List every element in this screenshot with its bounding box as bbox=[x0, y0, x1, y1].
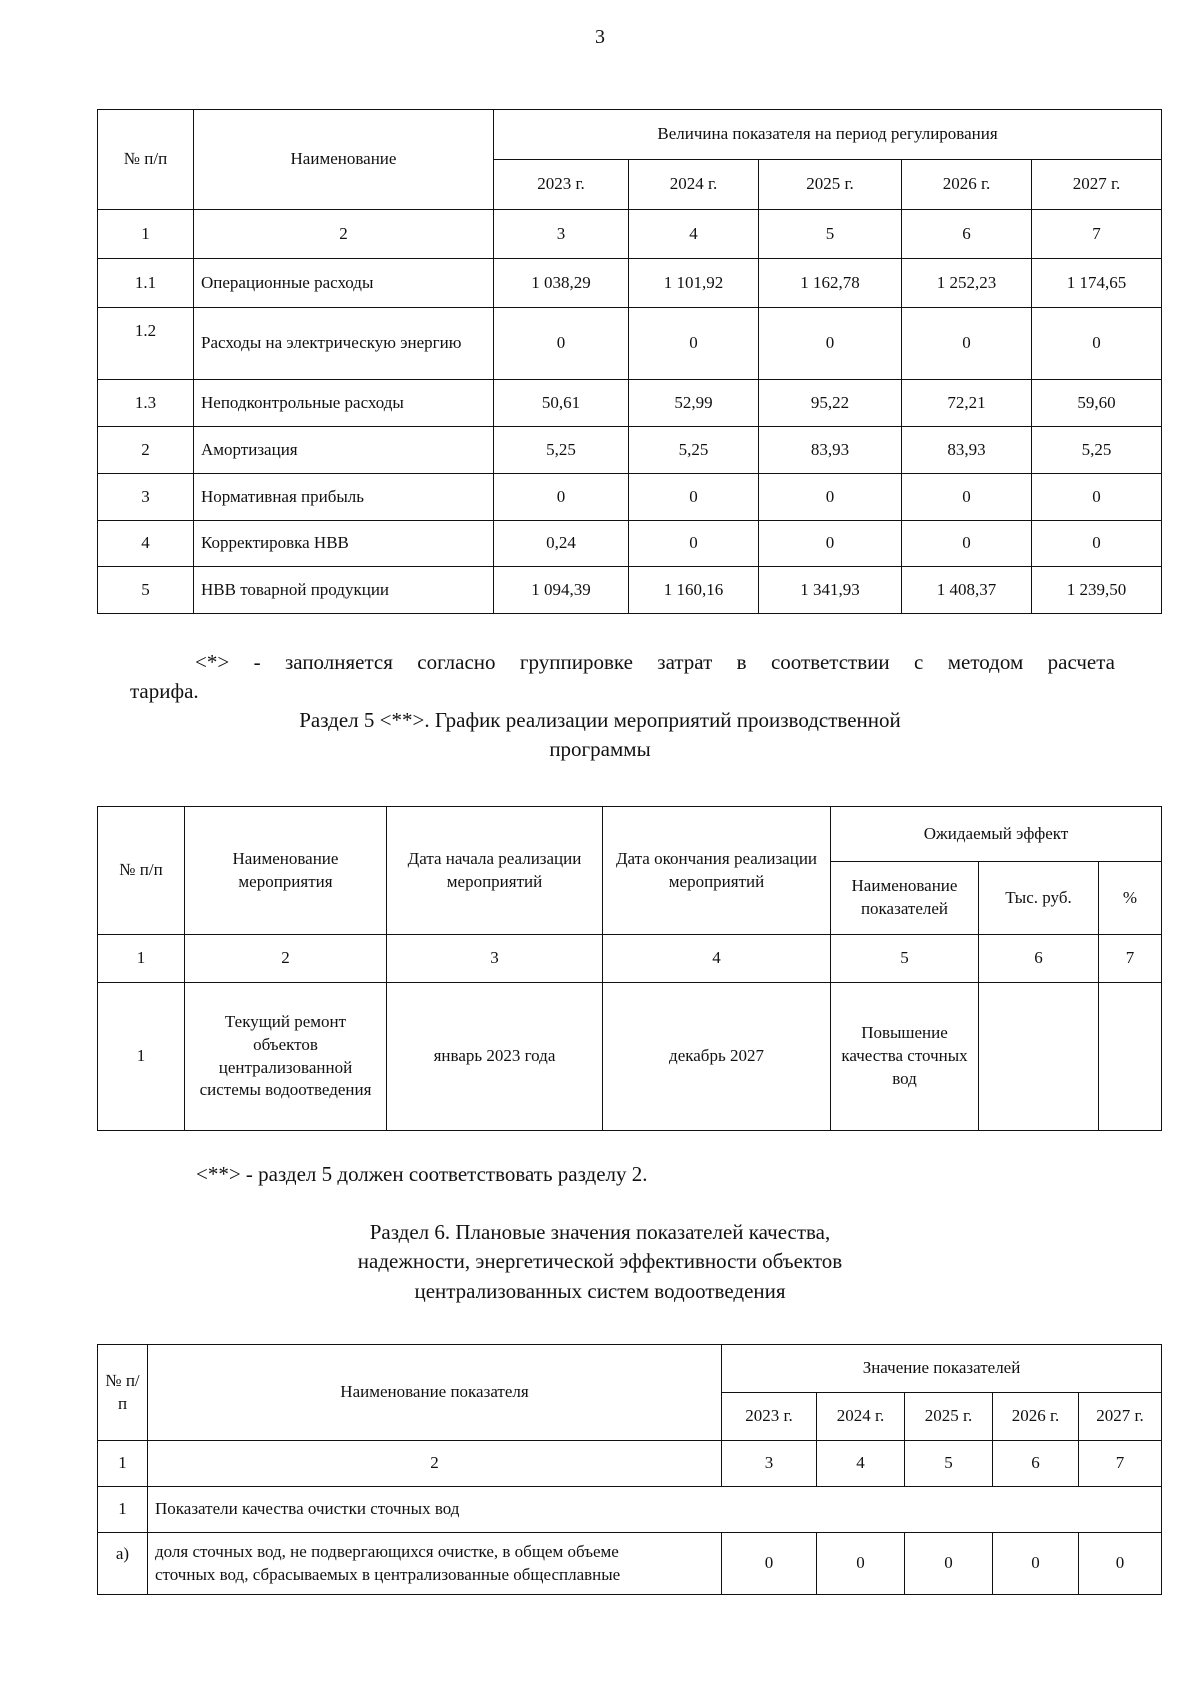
row-value: 5,25 bbox=[494, 427, 629, 474]
table-row bbox=[98, 427, 1162, 474]
col-number: 3 bbox=[387, 935, 603, 983]
row-value: 1 101,92 bbox=[629, 259, 759, 308]
table-row bbox=[98, 308, 1162, 380]
row-name: Амортизация bbox=[194, 427, 494, 474]
row-name-line: сточных вод, сбрасываемых в централизованные общесплавные bbox=[155, 1564, 621, 1584]
row-name: Расходы на электрическую энергию bbox=[194, 308, 494, 380]
row-value: 72,21 bbox=[902, 380, 1032, 427]
col-number: 6 bbox=[902, 210, 1032, 259]
header-percent: % bbox=[1099, 862, 1162, 935]
table-row bbox=[98, 567, 1162, 614]
col-number: 2 bbox=[148, 1441, 722, 1487]
cost-table bbox=[97, 109, 1162, 614]
col-number: 1 bbox=[98, 210, 194, 259]
header-effect: Ожидаемый эффект bbox=[831, 807, 1162, 862]
row-value: 0 bbox=[902, 521, 1032, 567]
row-value: 0 bbox=[993, 1533, 1079, 1595]
row-value: 0 bbox=[759, 308, 902, 380]
row-value: 0 bbox=[902, 474, 1032, 521]
table-row bbox=[98, 521, 1162, 567]
col-number: 4 bbox=[817, 1441, 905, 1487]
row-name: Корректировка НВВ bbox=[194, 521, 494, 567]
row-name: Операционные расходы bbox=[194, 259, 494, 308]
header-num: № п/п bbox=[98, 1345, 148, 1441]
table-row bbox=[98, 983, 1162, 1131]
row-name-line: доля сточных вод, не подвергающихся очистке, в общем объеме bbox=[155, 1541, 619, 1561]
row-value: 1 174,65 bbox=[1032, 259, 1162, 308]
row-num: а) bbox=[98, 1533, 148, 1595]
row-num: 1.1 bbox=[98, 259, 194, 308]
header-name: Наименование показателя bbox=[148, 1345, 722, 1441]
col-number: 1 bbox=[98, 935, 185, 983]
column-number-row bbox=[98, 210, 1162, 259]
row-value: 0 bbox=[902, 308, 1032, 380]
table-row bbox=[98, 259, 1162, 308]
row-value: 5,25 bbox=[1032, 427, 1162, 474]
header-year: 2027 г. bbox=[1079, 1393, 1162, 1441]
row-value: 0 bbox=[817, 1533, 905, 1595]
row-value: 50,61 bbox=[494, 380, 629, 427]
footnote-line: тарифа. bbox=[130, 679, 199, 704]
row-value: 0 bbox=[759, 474, 902, 521]
row-value: 0 bbox=[629, 521, 759, 567]
row-end-date: декабрь 2027 bbox=[603, 983, 831, 1131]
row-value: 83,93 bbox=[759, 427, 902, 474]
col-number: 1 bbox=[98, 1441, 148, 1487]
footnote-section5: <**> - раздел 5 должен соответствовать разделу 2. bbox=[196, 1162, 648, 1186]
row-num: 4 bbox=[98, 521, 194, 567]
table-row bbox=[98, 1533, 1162, 1595]
header-num: № п/п bbox=[98, 110, 194, 210]
row-num: 5 bbox=[98, 567, 194, 614]
table-row bbox=[98, 474, 1162, 521]
row-num: 2 bbox=[98, 427, 194, 474]
group-row bbox=[98, 1487, 1162, 1533]
row-value: 1 239,50 bbox=[1032, 567, 1162, 614]
row-value: 0 bbox=[1032, 308, 1162, 380]
col-number: 7 bbox=[1079, 1441, 1162, 1487]
column-number-row bbox=[98, 935, 1162, 983]
row-num: 1.3 bbox=[98, 380, 194, 427]
row-value: 83,93 bbox=[902, 427, 1032, 474]
row-value: 0 bbox=[1079, 1533, 1162, 1595]
row-value: 95,22 bbox=[759, 380, 902, 427]
row-name: Нормативная прибыль bbox=[194, 474, 494, 521]
row-value: 59,60 bbox=[1032, 380, 1162, 427]
row-value: 0 bbox=[905, 1533, 993, 1595]
row-value: 52,99 bbox=[629, 380, 759, 427]
header-num: № п/п bbox=[98, 807, 185, 935]
row-name: Неподконтрольные расходы bbox=[194, 380, 494, 427]
row-value: 0 bbox=[629, 474, 759, 521]
header-period: Величина показателя на период регулирования bbox=[494, 110, 1162, 160]
header-thousand-rub: Тыс. руб. bbox=[979, 862, 1099, 935]
col-number: 4 bbox=[629, 210, 759, 259]
schedule-table bbox=[97, 806, 1162, 1131]
row-value: 1 094,39 bbox=[494, 567, 629, 614]
header-values: Значение показателей bbox=[722, 1345, 1162, 1393]
row-indicator: Повышение качества сточных вод bbox=[831, 983, 979, 1131]
section5-title-line: Раздел 5 <**>. График реализации мероприятий производственной bbox=[299, 708, 901, 732]
col-number: 3 bbox=[722, 1441, 817, 1487]
row-value: 1 252,23 bbox=[902, 259, 1032, 308]
row-name bbox=[148, 1533, 722, 1595]
row-value: 0 bbox=[1032, 474, 1162, 521]
section6-title-line: надежности, энергетической эффективности объектов bbox=[357, 1249, 843, 1274]
row-value: 1 160,16 bbox=[629, 567, 759, 614]
col-number: 2 bbox=[185, 935, 387, 983]
quality-indicators-table bbox=[97, 1344, 1162, 1595]
col-number: 5 bbox=[759, 210, 902, 259]
row-name: Текущий ремонт объектов централизованной системы водоотведения bbox=[185, 983, 387, 1131]
col-number: 5 bbox=[905, 1441, 993, 1487]
row-value: 0 bbox=[494, 308, 629, 380]
col-number: 2 bbox=[194, 210, 494, 259]
row-num: 3 bbox=[98, 474, 194, 521]
col-number: 6 bbox=[979, 935, 1099, 983]
row-value: 1 162,78 bbox=[759, 259, 902, 308]
header-indicator: Наименование показателей bbox=[831, 862, 979, 935]
row-num: 1 bbox=[98, 983, 185, 1131]
row-num: 1.2 bbox=[98, 308, 194, 380]
header-year: 2024 г. bbox=[629, 160, 759, 210]
header-year: 2025 г. bbox=[905, 1393, 993, 1441]
header-end-date: Дата окончания реализации мероприятий bbox=[603, 807, 831, 935]
col-number: 6 bbox=[993, 1441, 1079, 1487]
row-value: 0,24 bbox=[494, 521, 629, 567]
row-start-date: январь 2023 года bbox=[387, 983, 603, 1131]
row-name: НВВ товарной продукции bbox=[194, 567, 494, 614]
row-thousand-rub bbox=[979, 983, 1099, 1131]
header-name: Наименование bbox=[194, 110, 494, 210]
col-number: 4 bbox=[603, 935, 831, 983]
row-value: 5,25 bbox=[629, 427, 759, 474]
row-value: 1 038,29 bbox=[494, 259, 629, 308]
header-year: 2023 г. bbox=[494, 160, 629, 210]
table-row bbox=[98, 380, 1162, 427]
col-number: 3 bbox=[494, 210, 629, 259]
row-value: 0 bbox=[629, 308, 759, 380]
col-number: 5 bbox=[831, 935, 979, 983]
header-start-date: Дата начала реализации мероприятий bbox=[387, 807, 603, 935]
section5-title bbox=[0, 706, 1200, 765]
row-percent bbox=[1099, 983, 1162, 1131]
header-year: 2027 г. bbox=[1032, 160, 1162, 210]
row-value: 1 408,37 bbox=[902, 567, 1032, 614]
section6-title-line: централизованных систем водоотведения bbox=[414, 1278, 786, 1303]
col-number: 7 bbox=[1099, 935, 1162, 983]
section6-title-line: Раздел 6. Плановые значения показателей качества, bbox=[369, 1220, 831, 1244]
row-value: 0 bbox=[1032, 521, 1162, 567]
group-name: Показатели качества очистки сточных вод bbox=[148, 1487, 1162, 1533]
header-year: 2026 г. bbox=[993, 1393, 1079, 1441]
col-number: 7 bbox=[1032, 210, 1162, 259]
header-year: 2023 г. bbox=[722, 1393, 817, 1441]
group-num: 1 bbox=[98, 1487, 148, 1533]
header-year: 2026 г. bbox=[902, 160, 1032, 210]
row-value: 0 bbox=[494, 474, 629, 521]
row-value: 1 341,93 bbox=[759, 567, 902, 614]
column-number-row bbox=[98, 1441, 1162, 1487]
header-name: Наименование мероприятия bbox=[185, 807, 387, 935]
row-value: 0 bbox=[722, 1533, 817, 1595]
section6-title bbox=[0, 1218, 1200, 1306]
section5-title-line: программы bbox=[549, 737, 651, 762]
row-value: 0 bbox=[759, 521, 902, 567]
page-number: 3 bbox=[595, 26, 605, 48]
footnote-line: <*> - заполняется согласно группировке затрат в соответствии с методом расчета bbox=[195, 650, 1115, 674]
footnote-cost-grouping bbox=[130, 648, 1115, 707]
header-year: 2024 г. bbox=[817, 1393, 905, 1441]
header-year: 2025 г. bbox=[759, 160, 902, 210]
